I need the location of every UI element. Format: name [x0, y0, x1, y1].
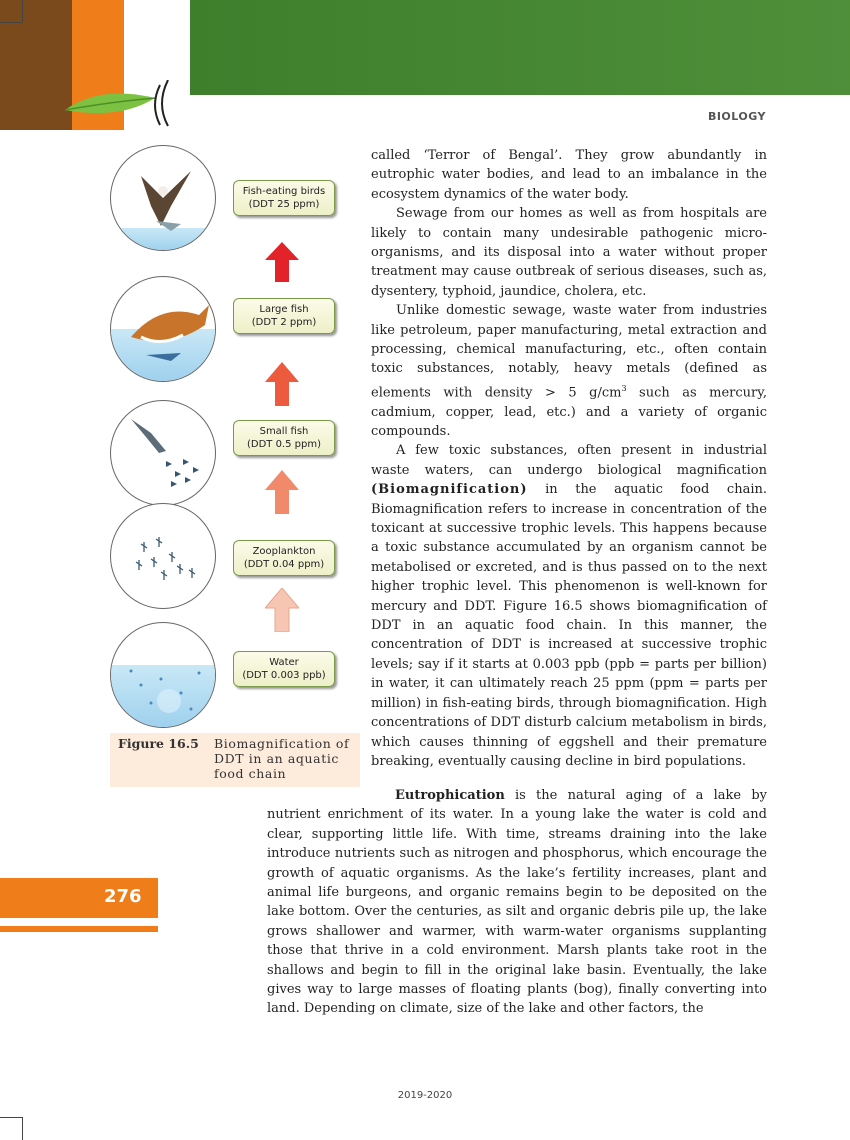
zooplankton-icon [111, 504, 215, 608]
subject-label: BIOLOGY [707, 110, 766, 123]
level-name: Fish-eating birds [242, 186, 326, 197]
level-label-box [233, 298, 335, 334]
text-run: in the aquatic food chain. Biomagnification refers to increase in concentration of the toxicant at successive trophic levels. This happens because a toxic substance accumulated by an organism cannot be metabolised or excreted, and is thus passed on to the next higher trophic level. This phenomenon is well-known for mercury and DDT. Figure 16.5 shows biomagnification of DDT in an aquatic food chain. In this manner, the concentration of DDT is increased at successive trophic levels; say if it starts at 0.003 ppb (ppb = parts per billion) in water, it can ultimately reach 25 ppm (ppm = parts per million) in fish-eating birds, through biomagnification. High concentrations of DDT disturb calcium metabolism in birds, which causes thinning of eggshell and their premature breaking, eventually causing decline in bird populations. [371, 482, 767, 769]
level-name: Zooplankton [252, 546, 316, 557]
paragraph: Sewage from our homes as well as from hospitals are likely to contain many undesirable pathogenic micro-organisms, and its disposal into a water without proper treatment may cause outbreak of serious diseases, such as, dysentery, typhoid, jaundice, cholera, etc. [371, 206, 767, 299]
level-label-box [233, 420, 335, 456]
level-ddt: (DDT 0.5 ppm) [246, 439, 321, 450]
water-droplets-icon [111, 623, 215, 727]
small-fish-icon [111, 401, 215, 505]
footer-year: 2019-2020 [397, 1090, 453, 1101]
zooplankton-circle [110, 503, 216, 609]
up-arrow-icon [265, 588, 299, 632]
large-fish-icon [111, 277, 215, 381]
bold-term: Eutrophication [395, 788, 505, 803]
large-fish-circle [110, 276, 216, 382]
up-arrow-icon [265, 242, 299, 282]
paragraph: called ‘Terror of Bengal’. They grow abundantly in eutrophic water bodies, and lead to an imbalance in the ecosystem dynamics of the water body. [371, 148, 767, 202]
crop-mark [0, 1117, 22, 1118]
crop-mark [22, 1117, 23, 1140]
superscript: 3 [621, 383, 627, 393]
level-label-box [233, 540, 335, 576]
water-circle [110, 622, 216, 728]
text-run: is the natural aging of a lake by nutrient enrichment of its water. In a young lake the water is cold and clear, supporting little life. With time, streams draining into the lake introduce nutrients such as nitrogen and phosphorus, which encourage the growth of aquatic organisms. As the lake’s fertility increases, plant and animal life burgeons, and organic remains begin to be deposited on the lake bottom. Over the centuries, as silt and organic debris pile up, the lake grows shallower and warmer, with warm-water organisms supplanting those that thrive in a cold environment. Marsh plants take root in the shallows and begin to fill in the original lake basin. Eventually, the lake gives way to large masses of floating plants (bog), finally converting into land. Depending on climate, size of the lake and other factors, the [267, 788, 767, 1017]
text-run: A few toxic substances, often present in industrial waste waters, can undergo biological magnification [371, 443, 767, 478]
small-fish-circle [110, 400, 216, 506]
bold-term: (Biomagnification) [371, 482, 528, 498]
level-ddt: (DDT 25 ppm) [248, 199, 320, 210]
level-ddt: (DDT 2 ppm) [251, 317, 317, 328]
level-ddt: (DDT 0.04 ppm) [243, 559, 325, 570]
paragraph [371, 301, 767, 441]
level-ddt: (DDT 0.003 ppb) [242, 670, 326, 681]
text-run: Unlike domestic sewage, waste water from industries like petroleum, paper manufacturing, metal extraction and processing, chemical manufacturing, etc., often contain toxic substances, notably, heavy metals (defined as elements with density > 5 g/cm [371, 303, 767, 401]
level-name: Water [269, 657, 299, 668]
caption-label: Figure 16.5 [118, 736, 199, 751]
caption-text: Biomagnification of DDT in an aquatic food chain [214, 736, 350, 781]
paragraph [267, 786, 767, 1019]
paragraph [371, 441, 767, 771]
crop-mark [0, 22, 22, 23]
text-run: such as mercury, cadmium, copper, lead, etc.) and a variety of organic compounds. [371, 385, 767, 440]
page-number: 276 [104, 886, 142, 907]
page-number-underline [0, 926, 158, 932]
body-full-width [267, 786, 767, 1019]
level-label-box [233, 651, 335, 687]
figure-biomagnification [110, 140, 360, 790]
level-label-box [233, 180, 335, 216]
leaf-decoration-icon [60, 80, 170, 128]
level-name: Small fish [259, 426, 309, 437]
header-green-bar [190, 0, 850, 95]
body-column [371, 146, 767, 771]
figure-caption [110, 733, 360, 787]
up-arrow-icon [265, 470, 299, 514]
up-arrow-icon [265, 362, 299, 406]
crop-mark [22, 0, 23, 22]
bird-circle [110, 145, 216, 251]
level-name: Large fish [259, 304, 309, 315]
bird-icon [111, 146, 215, 250]
